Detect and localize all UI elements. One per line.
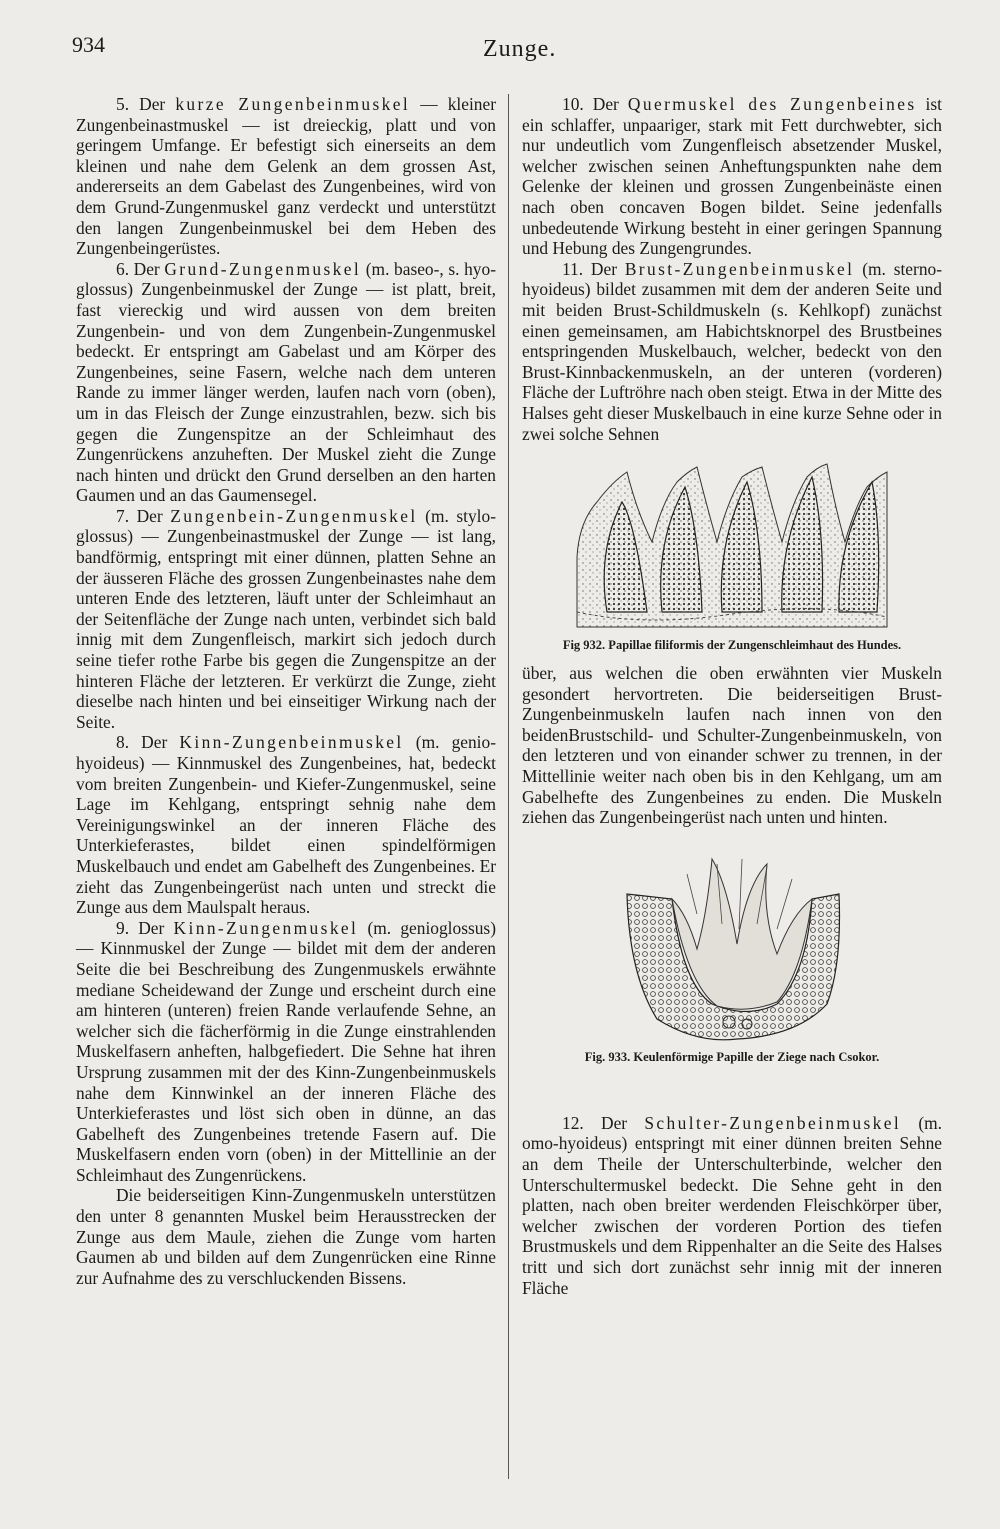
paragraph-12: 12. Der Schulter-Zungenbeinmuskel (m. omo-hyoideus) entspringt mit einer dünnen breiten Sehne an dem Theile der Unterschulterbinde, welcher den Unterschultermuskel bedeckt. Die Sehne geht in den platten, nach oben breiter werdenden Fleischkörper über, welcher zwischen der vorderen Portion des tiefen Brustmuskels und dem Rippenhalter an die Seite des Halses tritt und sich dort zunächst sehr innig mit der inneren Fläche: [522, 1112, 942, 1298]
paragraph-8: 8. Der Kinn-Zungenbeinmuskel (m. genio-hyoideus) — Kinnmuskel des Zungenbeines, hat, bedeckt vom breiten Zungenbein- und Kiefer-Zungenmuskel, seine Lage im Kehlgang, entspringt sehnig nahe dem Vereinigungswinkel an der inneren Fläche des Unterkieferastes, bildet einen spindelförmigen Muskelbauch und endet am Gabelheft des Zungenbeines. Er zieht das Zungenbeingerüst nach unten und streckt die Zunge aus dem Maulspalt heraus.: [76, 732, 496, 918]
figure-932: [522, 462, 942, 653]
paragraph-7: 7. Der Zungenbein-Zungenmuskel (m. stylo-glossus) — Zungenbeinastmuskel der Zunge — ist lang, bandförmig, entspringt mit einer dünnen, platten Sehne an der äusseren Fläche des grossen Zungenbeinastes nahe dem unteren Ende des letzteren, läuft unter der Schleimhaut an der Seitenfläche der Zunge nach unten, verbindet sich bald innig mit dem Zungenfleisch, markirt sich jedoch durch seine tiefer rothe Farbe bis gegen die Zungenspitze an der hinteren Fläche der letzteren. Er verkürzt die Zunge, zieht dieselbe nach hinten und bei einseitiger Wirkung nach der Seite.: [76, 505, 496, 732]
right-column: [522, 94, 942, 1298]
figure-932-caption: Fig 932. Papillae filiformis der Zungenschleimhaut des Hundes.: [562, 638, 902, 653]
papillae-filiformis-illustration: [567, 462, 897, 632]
paragraph-11: 11. Der Brust-Zungenbeinmuskel (m. sterno-hyoideus) bildet zusammen mit dem der anderen Seite und mit beiden Brust-Schildmuskeln (s. Kehlkopf) zunächst einen gemeinsamen, am Habichtsknorpel des Brustbeines entspringenden Muskelbauch, welcher, bedeckt von den Brust-Kinnbackenmuskeln, an der unteren (vorderen) Fläche der Luftröhre nach oben steigt. Etwa in der Mitte des Halses geht dieser Muskelbauch in eine kurze Sehne oder in zwei solche Sehnen: [522, 258, 942, 444]
left-column: [76, 94, 496, 1288]
paragraph-5: 5. Der kurze Zungenbeinmuskel — kleiner Zungenbeinastmuskel — ist dreieckig, platt und von geringem Umfange. Er befestigt sich einerseits an dem kleinen und nahe dem Gelenk an dem grossen Ast, andererseits an dem Gabelast des Zungenbeines, wird von dem Grund-Zungenmuskel ganz verdeckt und unterstützt den langen Zungenbeinmuskel bei dem Heben des Zungenbeingerüstes.: [76, 94, 497, 259]
keulenfoermige-papille-illustration: [617, 854, 847, 1044]
paragraph-9-cont: Die beiderseitigen Kinn-Zungenmuskeln unterstützen den unter 8 genannten Muskel beim Herausstrecken der Zunge aus dem Maule, ziehen die Zunge vom harten Gaumen ab und bilden auf dem Zungenrücken eine Rinne zur Aufnahme des zu verschluckenden Bissens.: [76, 1185, 496, 1288]
paragraph-10: 10. Der Quermuskel des Zungenbeines ist ein schlaffer, unpaariger, stark mit Fett durchwebter, sich nur undeutlich vom Zungenfleisch absetzender Muskel, welcher zwischen seinen Anheftungspunkten nahe dem Gelenke der kleinen und grossen Zungenbeinäste einen nach oben concaven Bogen bildet. Seine jedenfalls unbedeutende Wirkung besteht in einer geringen Spannung und Hebung des Zungengrundes.: [522, 94, 942, 259]
figure-933: [522, 854, 942, 1065]
page-heading: Zunge.: [483, 36, 557, 62]
spacer: [522, 1075, 942, 1113]
paragraph-11-cont: über, aus welchen die oben erwähnten vier Muskeln gesondert hervortreten. Die beiderseitigen Brust-Zungenbeinmuskeln laufen nach innen von den beidenBrustschild- und Schulter-Zungenbeinmuskeln, von den letzteren und von einander schwer zu trennen, in der Mittellinie weiter nach oben bis in den Kehlgang, um am Gabelhefte des Zungenbeines zu enden. Die Muskeln ziehen das Zungenbeingerüst nach unten und hinten.: [522, 663, 942, 828]
column-divider: [508, 94, 509, 1479]
paragraph-9: 9. Der Kinn-Zungenmuskel (m. genioglossus) — Kinnmuskel der Zunge — bildet mit dem der anderen Seite die bei Beschreibung des Zungenmuskels erwähnte mediane Scheidewand der Zunge und erscheint durch eine am hinteren (unteren) freien Rande verlaufende Sehne, an welcher sich die fächerförmig in die Zunge einstrahlenden Muskelfasern anheften, halbgefiedert. Die Sehne hat ihren Ursprung zusammen mit der des Kinn-Zungenbeinmuskels nahe dem Kinnwinkel an der inneren Fläche des Unterkieferastes und löst sich oben in dünne, an das Gabelheft des Zungenbeines tretende Fasern auf. Die Muskelfasern enden vorn (oben) in der Mittellinie an der Schleimhaut des Zungenrückens.: [76, 917, 496, 1185]
page-number: 934: [72, 32, 105, 57]
figure-933-caption: Fig. 933. Keulenförmige Papille der Ziege nach Csokor.: [584, 1049, 880, 1064]
paragraph-6: 6. Der Grund-Zungenmuskel (m. baseo-, s. hyo-glossus) Zungenbeinmuskel der Zunge — ist platt, breit, fast viereckig und wird aussen von dem breiten Zungenbein- und von dem Zungenbein-Zungenmuskel bedeckt. Er entspringt am Gabelast und am Körper des Zungenbeines, seine Fasern, welche nach dem unteren Rande zu immer länger werden, laufen nach vorn (oben), um in das Fleisch der Zunge einzustrahlen, bezw. sich bis gegen die Zungenspitze an der Schleimhaut des Zungenrückens anzuheften. Der Muskel zieht die Zunge nach hinten und drückt den Grund derselben an den harten Gaumen und an das Gaumensegel.: [76, 258, 496, 506]
